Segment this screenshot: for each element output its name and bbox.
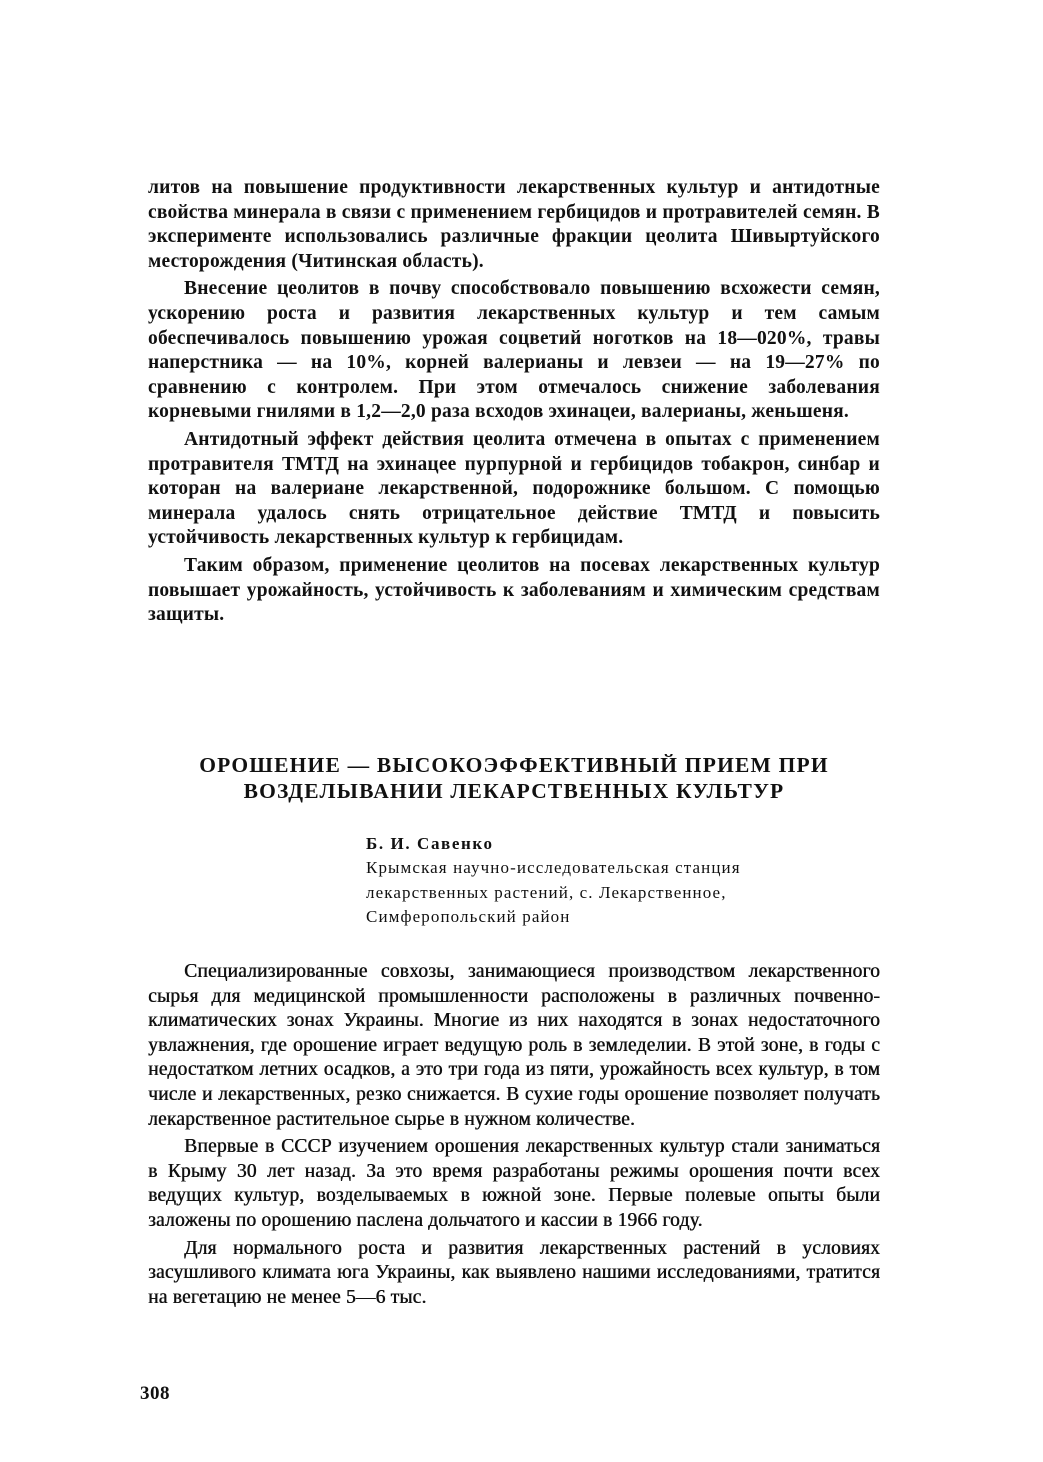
paragraph-2: Внесение цеолитов в почву способствовало повышению всхожести семян, ускорению роста и развития лекарственных культур и тем самым обеспечивалось повышению урожая соцветий ноготков на 18—020%, травы наперстника — на 10%, корней валерианы и левзеи — на 19—27% по сравнению с контролем. При этом отмечалось снижение заболевания корневыми гнилями в 1,2—2,0 раза всходов эхинацеи, валерианы, женьшеня.	[148, 278, 880, 423]
article-title-line-2: ВОЗДЕЛЫВАНИИ ЛЕКАРСТВЕННЫХ КУЛЬТУР	[243, 779, 785, 803]
affiliation-line-3: Симферопольский район	[366, 907, 571, 927]
article-paragraph-1: Специализированные совхозы, занимающиеся производством лекарственного сырья для медицинской промышленности расположены в различных почвенно-климатических зонах Украины. Многие из них находятся в зонах недостаточного увлажнения, где орошение играет ведущую роль в земледелии. В этой зоне, в годы с недостатком летних осадков, а это три года из пяти, урожайность всех культур, в том числе и лекарственных, резко снижается. В сухие годы орошение позволяет получать лекарственное растительное сырье в нужном количестве.	[148, 961, 880, 1130]
article-paragraph-3: Для нормального роста и развития лекарственных растений в условиях засушливого климата юга Украины, как выявлено нашими исследованиями, тратится на вегетацию не менее 5—6 тыс.	[148, 1237, 880, 1308]
affiliation-line-1: Крымская научно-исследовательская станция	[366, 858, 741, 878]
paragraph-1: литов на повышение продуктивности лекарственных культур и антидотные свойства минерала в связи с применением гербицидов и протравителей семян. В эксперименте использовались различные фракции цеолита Шивыртуйского месторождения (Читинская область).	[148, 177, 880, 272]
author-name: Б. И. Савенко	[366, 834, 494, 853]
affiliation-line-2: лекарственных растений, с. Лекарственное,	[366, 882, 727, 902]
paragraph-3: Антидотный эффект действия цеолита отмечена в опытах с применением протравителя ТМТД на эхинацее пурпурной и гербицидов тобакрон, синбар и которан на валериане лекарственной, подорожнике большом. С помощью минерала удалось снять отрицательное действие ТМТД и повысить устойчивость лекарственных культур к гербицидам.	[148, 428, 880, 549]
byline	[366, 832, 886, 930]
paragraph-4: Таким образом, применение цеолитов на посевах лекарственных культур повышает урожайность, устойчивость к заболеваниям и химическим средствам защиты.	[148, 554, 880, 626]
page-number: 308	[140, 1383, 170, 1404]
article-body	[148, 960, 880, 1310]
article-title	[148, 752, 880, 804]
previous-article-text	[148, 176, 880, 628]
article-title-line-1: ОРОШЕНИЕ — ВЫСОКОЭФФЕКТИВНЫЙ ПРИЕМ ПРИ	[199, 753, 829, 777]
article-paragraph-2: Впервые в СССР изучением орошения лекарственных культур стали заниматься в Крыму 30 лет назад. За это время разработаны режимы орошения почти всех ведущих культур, возделываемых в южной зоне. Первые полевые опыты были заложены по орошению паслена дольчатого и кассии в 1966 году.	[148, 1136, 880, 1231]
